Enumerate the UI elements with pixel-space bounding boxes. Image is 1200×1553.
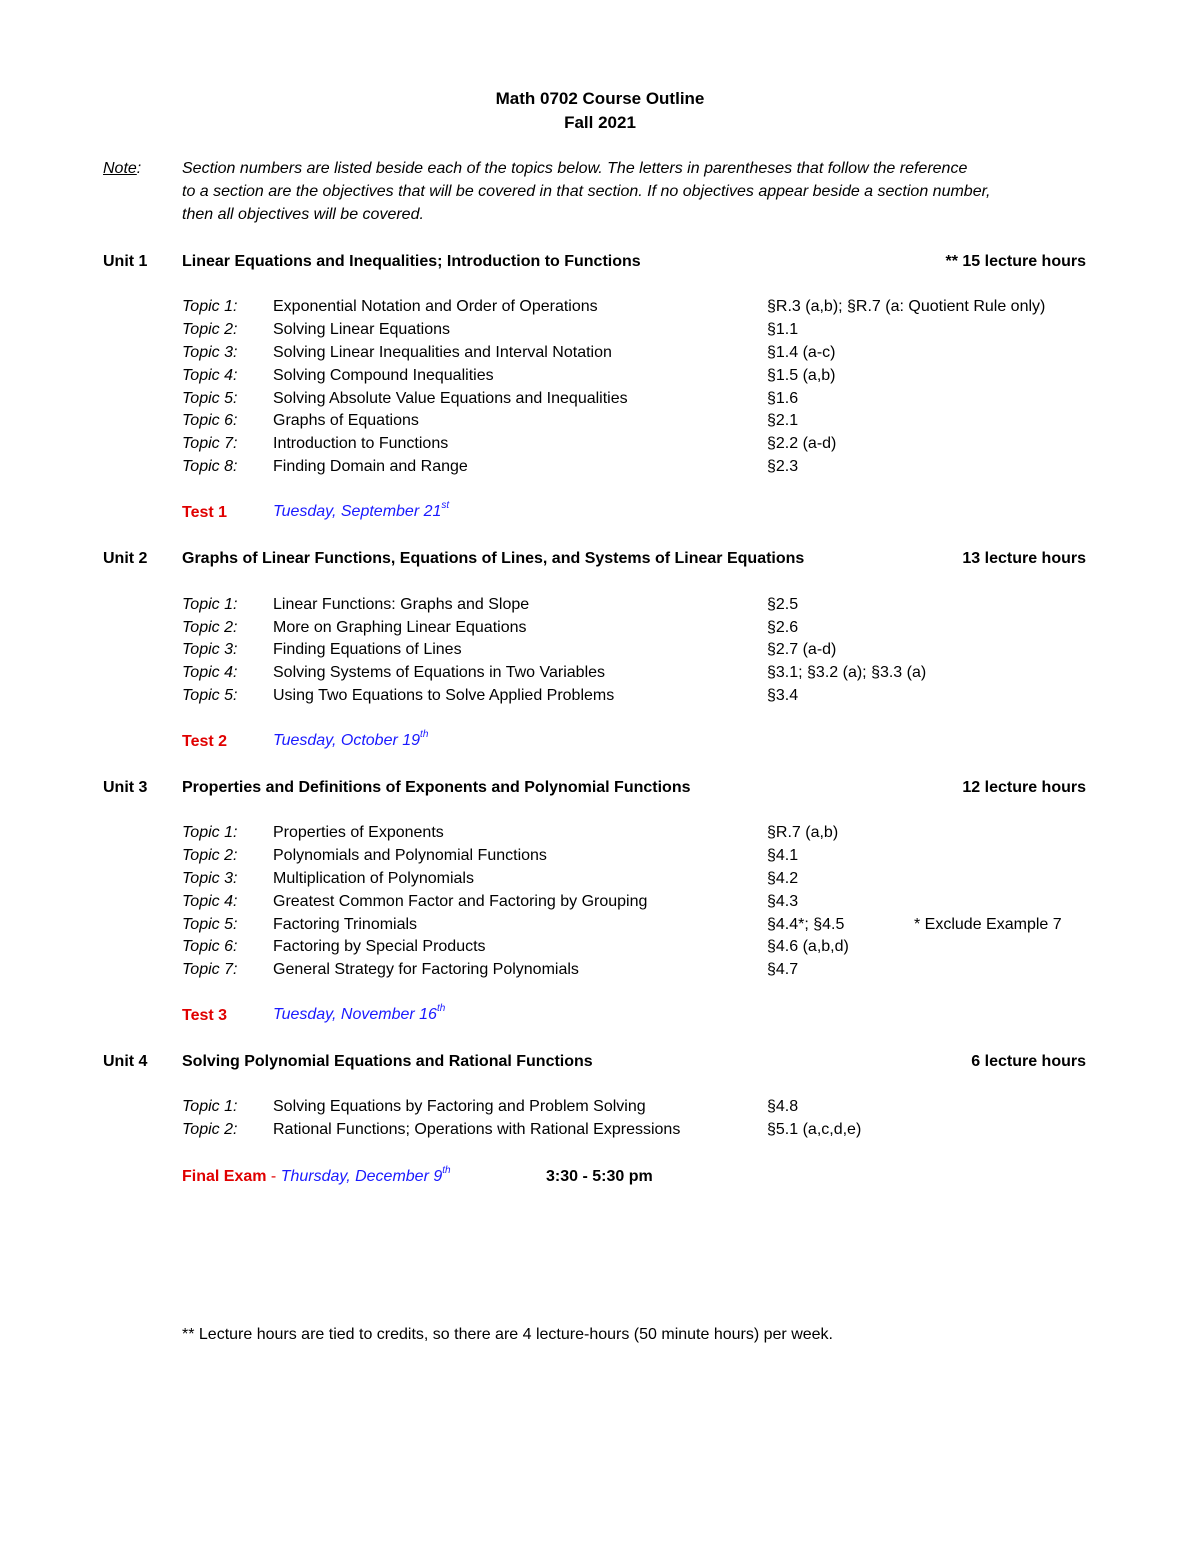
- test-3-date: [273, 1003, 446, 1023]
- unit-3-hours: 12 lecture hours: [962, 779, 1086, 796]
- topic-name: Solving Linear Equations: [273, 321, 451, 338]
- topic-name: Greatest Common Factor and Factoring by Grouping: [273, 893, 648, 910]
- topic-section: §2.2 (a-d): [767, 435, 837, 452]
- topic-label: Topic 4:: [182, 893, 238, 910]
- topic-section: §4.8: [767, 1098, 799, 1115]
- topic-label: Topic 6:: [182, 412, 238, 429]
- topic-label: Topic 5:: [182, 687, 238, 704]
- topic-section: §2.6: [767, 619, 799, 636]
- topic-label: Topic 7:: [182, 435, 238, 452]
- topic-name: Finding Equations of Lines: [273, 641, 462, 658]
- topic-name: Solving Absolute Value Equations and Inequalities: [273, 390, 628, 407]
- unit-3-label: Unit 3: [103, 779, 148, 796]
- note-label: Note: [103, 160, 137, 177]
- topic-name: Graphs of Equations: [273, 412, 419, 429]
- topic-section: §4.6 (a,b,d): [767, 938, 849, 955]
- topic-name: Properties of Exponents: [273, 824, 444, 841]
- topic-name: Multiplication of Polynomials: [273, 870, 474, 887]
- term: Fall 2021: [564, 113, 636, 132]
- unit-2-label: Unit 2: [103, 550, 148, 567]
- topic-section: §1.1: [767, 321, 799, 338]
- final-exam-time: 3:30 - 5:30 pm: [546, 1168, 653, 1185]
- final-exam-separator: -: [266, 1168, 281, 1185]
- note-heading: [103, 161, 141, 177]
- topic-section: §4.4*; §4.5: [767, 916, 845, 933]
- unit-4-hours: 6 lecture hours: [971, 1053, 1086, 1070]
- topic-label: Topic 1:: [182, 1098, 238, 1115]
- note-line-3: then all objectives will be covered.: [182, 206, 424, 223]
- topic-section: §4.2: [767, 870, 799, 887]
- topic-label: Topic 2:: [182, 321, 238, 338]
- topic-section: §2.5: [767, 596, 799, 613]
- topic-section: §4.3: [767, 893, 799, 910]
- topic-section: §3.1; §3.2 (a); §3.3 (a): [767, 664, 927, 681]
- topic-label: Topic 2:: [182, 1121, 238, 1138]
- topic-section: §1.4 (a-c): [767, 344, 836, 361]
- topic-label: Topic 1:: [182, 596, 238, 613]
- final-exam-label: Final Exam: [182, 1168, 267, 1185]
- topic-name: Using Two Equations to Solve Applied Problems: [273, 687, 615, 704]
- topic-label: Topic 5:: [182, 390, 238, 407]
- topic-name: Exponential Notation and Order of Operations: [273, 298, 598, 315]
- topic-footnote: * Exclude Example 7: [914, 916, 1062, 933]
- unit-4-label: Unit 4: [103, 1053, 148, 1070]
- topic-name: Introduction to Functions: [273, 435, 449, 452]
- topic-name: More on Graphing Linear Equations: [273, 619, 527, 636]
- topic-label: Topic 2:: [182, 847, 238, 864]
- unit-1-title: Linear Equations and Inequalities; Introduction to Functions: [182, 253, 641, 270]
- test-1-date-text: Tuesday, September 21: [273, 503, 442, 520]
- test-1-label: Test 1: [182, 504, 228, 521]
- footnote: ** Lecture hours are tied to credits, so there are 4 lecture-hours (50 minute hours) per week.: [182, 1326, 833, 1343]
- topic-name: Solving Systems of Equations in Two Variables: [273, 664, 606, 681]
- topic-section: §1.5 (a,b): [767, 367, 836, 384]
- note-colon: :: [136, 160, 142, 177]
- final-exam: [182, 1165, 451, 1185]
- unit-1-label: Unit 1: [103, 253, 148, 270]
- topic-section: §4.1: [767, 847, 799, 864]
- test-2-label: Test 2: [182, 733, 228, 750]
- topic-label: Topic 4:: [182, 664, 238, 681]
- topic-label: Topic 7:: [182, 961, 238, 978]
- test-2-date-suffix: th: [420, 729, 429, 740]
- final-exam-date: Thursday, December 9: [280, 1168, 443, 1185]
- topic-name: Rational Functions; Operations with Rational Expressions: [273, 1121, 681, 1138]
- topic-section: §3.4: [767, 687, 799, 704]
- topic-label: Topic 8:: [182, 458, 238, 475]
- unit-1-hours: ** 15 lecture hours: [945, 253, 1086, 270]
- topic-label: Topic 5:: [182, 916, 238, 933]
- final-exam-date-suffix: th: [442, 1165, 451, 1176]
- topic-label: Topic 2:: [182, 619, 238, 636]
- test-3-date-suffix: th: [436, 1003, 446, 1014]
- topic-label: Topic 3:: [182, 344, 238, 361]
- topic-label: Topic 1:: [182, 824, 238, 841]
- topic-label: Topic 3:: [182, 870, 238, 887]
- topic-section: §2.7 (a-d): [767, 641, 837, 658]
- topic-section: §1.6: [767, 390, 799, 407]
- topic-name: Linear Functions: Graphs and Slope: [273, 596, 530, 613]
- test-3-date-text: Tuesday, November 16: [273, 1006, 437, 1023]
- test-3-label: Test 3: [182, 1007, 228, 1024]
- topic-label: Topic 6:: [182, 938, 238, 955]
- topic-name: General Strategy for Factoring Polynomials: [273, 961, 579, 978]
- topic-name: Solving Equations by Factoring and Problem Solving: [273, 1098, 646, 1115]
- topic-section: §R.7 (a,b): [767, 824, 839, 841]
- test-1-date-suffix: st: [441, 500, 450, 511]
- topic-section: §4.7: [767, 961, 799, 978]
- topic-name: Solving Compound Inequalities: [273, 367, 494, 384]
- topic-section: §2.3: [767, 458, 799, 475]
- page-title: Math 0702 Course Outline: [495, 89, 705, 108]
- topic-label: Topic 3:: [182, 641, 238, 658]
- test-1-date: [273, 500, 450, 520]
- unit-2-hours: 13 lecture hours: [962, 550, 1086, 567]
- note-line-1: Section numbers are listed beside each of the topics below. The letters in parentheses that follow the reference: [182, 160, 968, 177]
- unit-2-title: Graphs of Linear Functions, Equations of Lines, and Systems of Linear Equations: [182, 550, 805, 567]
- test-2-date: [273, 729, 429, 749]
- topic-name: Finding Domain and Range: [273, 458, 468, 475]
- topic-name: Factoring by Special Products: [273, 938, 486, 955]
- topic-name: Solving Linear Inequalities and Interval Notation: [273, 344, 612, 361]
- topic-section: §5.1 (a,c,d,e): [767, 1121, 862, 1138]
- unit-4-title: Solving Polynomial Equations and Rational Functions: [182, 1053, 593, 1070]
- test-2-date-text: Tuesday, October 19: [273, 732, 421, 749]
- topic-section: §R.3 (a,b); §R.7 (a: Quotient Rule only): [767, 298, 1046, 315]
- topic-label: Topic 1:: [182, 298, 238, 315]
- topic-name: Factoring Trinomials: [273, 916, 418, 933]
- note-line-2: to a section are the objectives that will be covered in that section. If no objectives appear beside a section number,: [182, 183, 991, 200]
- unit-3-title: Properties and Definitions of Exponents and Polynomial Functions: [182, 779, 691, 796]
- topic-name: Polynomials and Polynomial Functions: [273, 847, 547, 864]
- topic-section: §2.1: [767, 412, 799, 429]
- topic-label: Topic 4:: [182, 367, 238, 384]
